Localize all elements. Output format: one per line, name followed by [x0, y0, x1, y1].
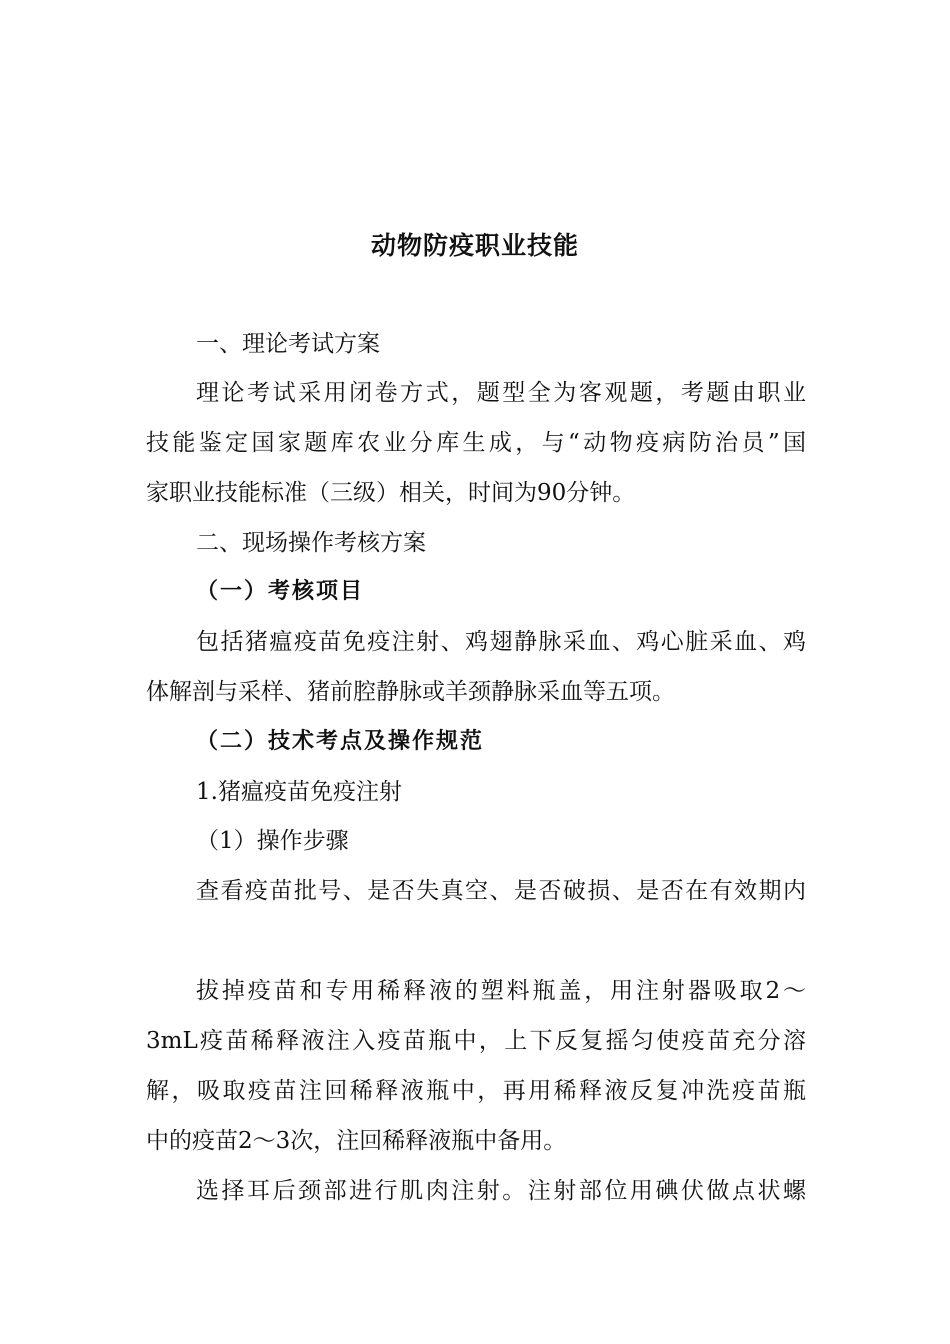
sub1-para-line: 体解剖与采样、猪前腔静脉或羊颈静脉采血等五项。: [146, 679, 675, 705]
para2-line: 解，吸取疫苗注回稀释液瓶中，再用稀释液反复冲洗疫苗瓶: [146, 1078, 806, 1104]
step-heading: （1）操作步骤: [196, 828, 349, 854]
section1-para-line: 理论考试采用闭卷方式，题型全为客观题，考题由职业: [196, 380, 806, 406]
para2-line: 拔掉疫苗和专用稀释液的塑料瓶盖，用注射器吸取2～: [196, 978, 806, 1004]
document-title: 动物防疫职业技能: [370, 231, 579, 260]
section2-heading: 二、现场操作考核方案: [196, 530, 426, 556]
step-line: 查看疫苗批号、是否失真空、是否破损、是否在有效期内: [196, 878, 806, 904]
sub1-heading: （一）考核项目: [196, 579, 365, 604]
section1-para-line: 家职业技能标准（三级）相关，时间为90分钟。: [146, 480, 636, 506]
para2-line: 中的疫苗2～3次，注回稀释液瓶中备用。: [146, 1128, 567, 1154]
sub1-para-line: 包括猪瘟疫苗免疫注射、鸡翅静脉采血、鸡心脏采血、鸡: [196, 629, 806, 655]
section1-para-line: 技能鉴定国家题库农业分库生成，与“动物疫病防治员”国: [146, 430, 806, 456]
section1-heading: 一、理论考试方案: [196, 331, 380, 357]
para2-line: 3mL疫苗稀释液注入疫苗瓶中，上下反复摇匀使疫苗充分溶: [146, 1028, 806, 1054]
para3-line: 选择耳后颈部进行肌肉注射。注射部位用碘伏做点状螺: [196, 1178, 806, 1204]
sub2-heading: （二）技术考点及操作规范: [196, 729, 485, 754]
item1-heading: 1.猪瘟疫苗免疫注射: [196, 779, 402, 805]
